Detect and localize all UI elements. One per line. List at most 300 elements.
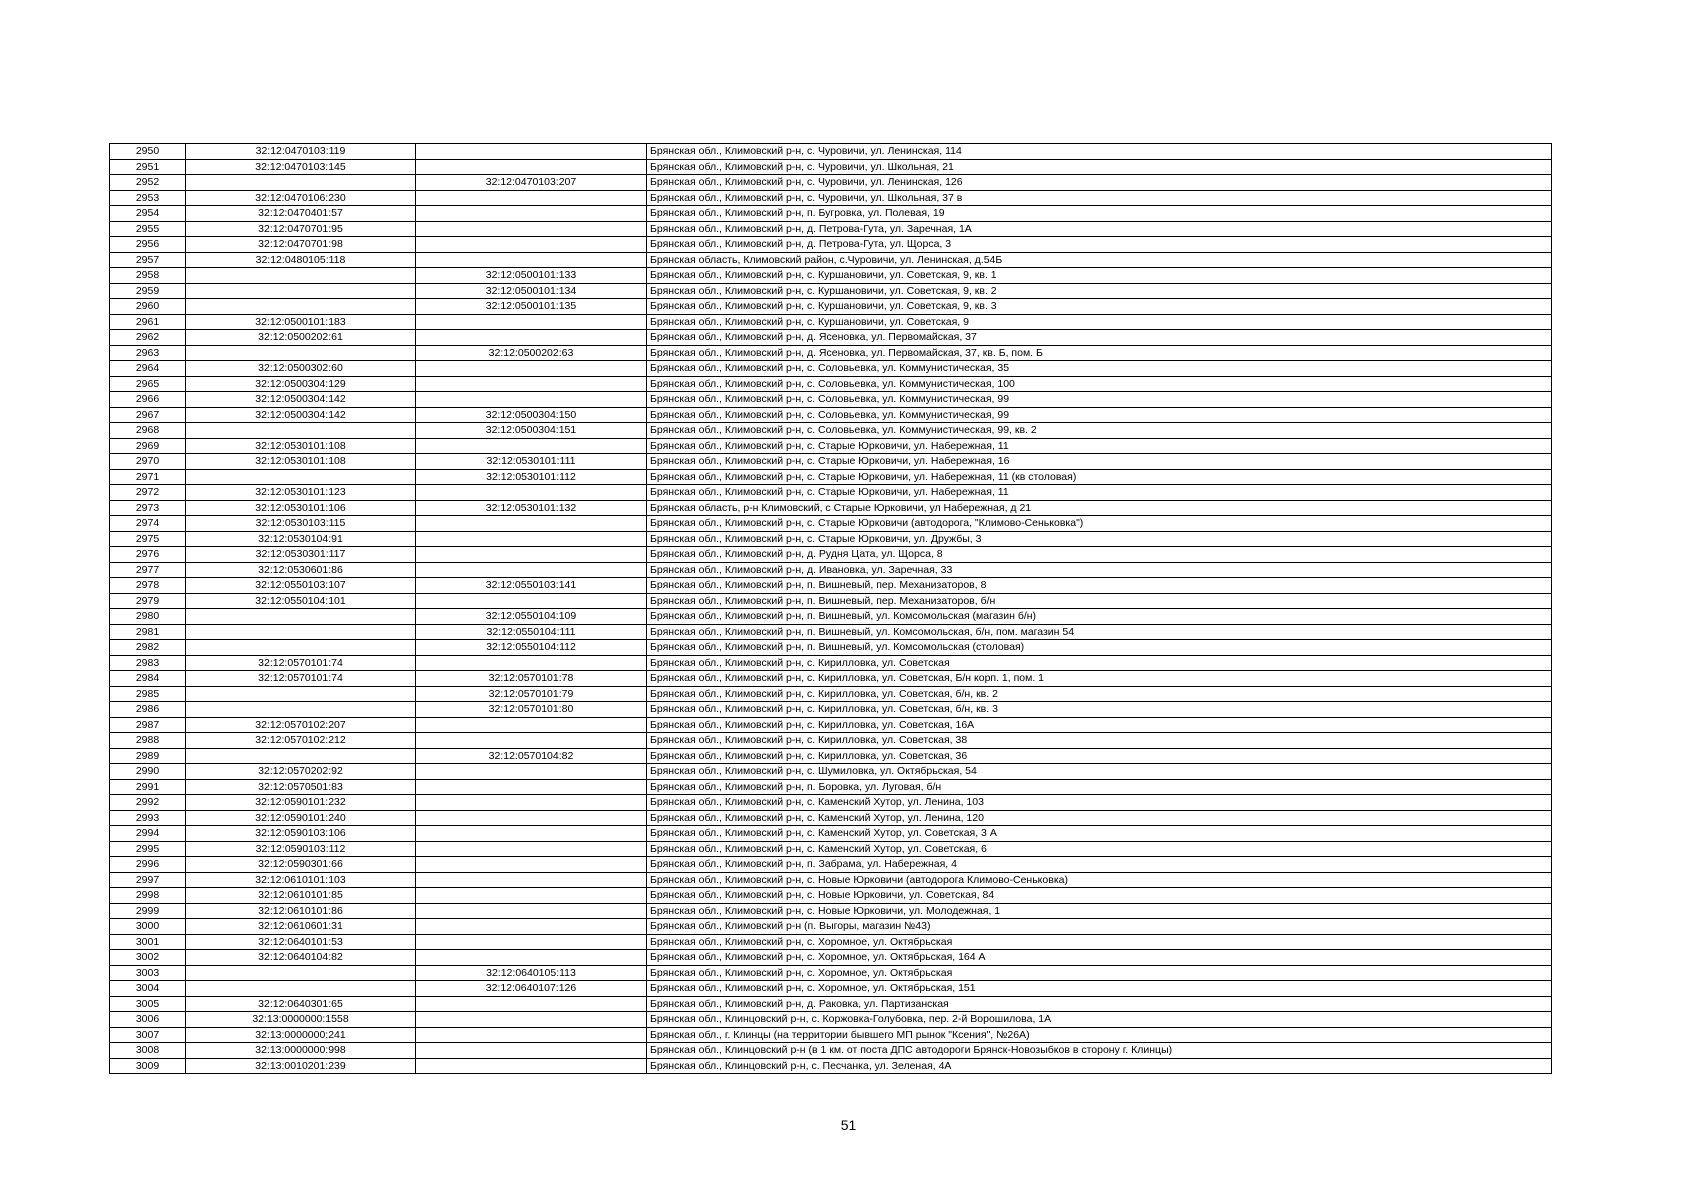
cadastral-number	[186, 981, 416, 997]
address: Брянская обл., Климовский р-н, с. Старые Юрковичи (автодорога, "Климово-Сеньковка")	[647, 516, 1552, 532]
address: Брянская обл., Клинцовский р-н, с. Коржовка-Голубовка, пер. 2-й Ворошилова, 1А	[647, 1012, 1552, 1028]
cadastral-number: 32:12:0500304:142	[186, 407, 416, 423]
cadastral-number-related: 32:12:0550104:112	[416, 640, 647, 656]
table-row	[110, 221, 1552, 237]
address: Брянская обл., Климовский р-н, с. Хоромное, ул. Октябрьская	[647, 934, 1552, 950]
address: Брянская обл., Климовский р-н, с. Кирилловка, ул. Советская, 38	[647, 733, 1552, 749]
address: Брянская обл., Климовский р-н, с. Соловьевка, ул. Коммунистическая, 99	[647, 392, 1552, 408]
table-row	[110, 981, 1552, 997]
table-row	[110, 361, 1552, 377]
table-row	[110, 826, 1552, 842]
table-row	[110, 1027, 1552, 1043]
property-table	[109, 143, 1552, 1074]
address: Брянская обл., Климовский р-н, д. Петрова-Гута, ул. Щорса, 3	[647, 237, 1552, 253]
address: Брянская обл., Климовский р-н, с. Шумиловка, ул. Октябрьская, 54	[647, 764, 1552, 780]
address: Брянская обл., г. Клинцы (на территории бывшего МП рынок "Ксения", №26А)	[647, 1027, 1552, 1043]
row-number: 2997	[110, 872, 186, 888]
row-number: 2975	[110, 531, 186, 547]
row-number: 2988	[110, 733, 186, 749]
table-row	[110, 609, 1552, 625]
cadastral-number: 32:12:0500304:129	[186, 376, 416, 392]
cadastral-number	[186, 686, 416, 702]
table-row	[110, 516, 1552, 532]
table-row	[110, 810, 1552, 826]
cadastral-number-related	[416, 872, 647, 888]
cadastral-number-related	[416, 1027, 647, 1043]
cadastral-number-related	[416, 330, 647, 346]
table-row	[110, 593, 1552, 609]
row-number: 2950	[110, 144, 186, 160]
cadastral-number-related	[416, 655, 647, 671]
cadastral-number: 32:12:0530101:108	[186, 454, 416, 470]
address: Брянская обл., Климовский р-н, с. Каменский Хутор, ул. Ленина, 120	[647, 810, 1552, 826]
cadastral-number-related	[416, 996, 647, 1012]
address: Брянская обл., Климовский р-н, с. Каменский Хутор, ул. Ленина, 103	[647, 795, 1552, 811]
cadastral-number-related	[416, 516, 647, 532]
address: Брянская обл., Климовский р-н, с. Кирилловка, ул. Советская, Б/н корп. 1, пом. 1	[647, 671, 1552, 687]
row-number: 2992	[110, 795, 186, 811]
table-row	[110, 779, 1552, 795]
address: Брянская обл., Климовский р-н, с. Куршановичи, ул. Советская, 9	[647, 314, 1552, 330]
cadastral-number-related	[416, 717, 647, 733]
table-row	[110, 469, 1552, 485]
row-number: 3000	[110, 919, 186, 935]
cadastral-number: 32:12:0610601:31	[186, 919, 416, 935]
row-number: 2958	[110, 268, 186, 284]
cadastral-number-related	[416, 919, 647, 935]
table-row	[110, 485, 1552, 501]
table-row	[110, 144, 1552, 160]
cadastral-number	[186, 609, 416, 625]
row-number: 2990	[110, 764, 186, 780]
table-row	[110, 934, 1552, 950]
address: Брянская обл., Климовский р-н, п. Вишневый, пер. Механизаторов, 8	[647, 578, 1552, 594]
table-row	[110, 996, 1552, 1012]
address: Брянская обл., Климовский р-н, с. Чуровичи, ул. Школьная, 21	[647, 159, 1552, 175]
table-row	[110, 206, 1552, 222]
table-row	[110, 175, 1552, 191]
cadastral-number: 32:12:0570102:212	[186, 733, 416, 749]
cadastral-number-related	[416, 903, 647, 919]
cadastral-number-related	[416, 1043, 647, 1059]
row-number: 2956	[110, 237, 186, 253]
table-row	[110, 655, 1552, 671]
table-row	[110, 330, 1552, 346]
cadastral-number-related	[416, 237, 647, 253]
row-number: 2953	[110, 190, 186, 206]
cadastral-number: 32:12:0470701:98	[186, 237, 416, 253]
row-number: 3001	[110, 934, 186, 950]
address: Брянская обл., Климовский р-н, с. Соловьевка, ул. Коммунистическая, 35	[647, 361, 1552, 377]
cadastral-number: 32:12:0570101:74	[186, 671, 416, 687]
table-row	[110, 314, 1552, 330]
cadastral-number: 32:13:0000000:998	[186, 1043, 416, 1059]
cadastral-number: 32:12:0570101:74	[186, 655, 416, 671]
address: Брянская обл., Климовский р-н, с. Старые Юрковичи, ул. Набережная, 11 (кв столовая)	[647, 469, 1552, 485]
cadastral-number: 32:12:0590101:232	[186, 795, 416, 811]
cadastral-number	[186, 345, 416, 361]
cadastral-number: 32:12:0530101:108	[186, 438, 416, 454]
table-row	[110, 841, 1552, 857]
table-row	[110, 764, 1552, 780]
row-number: 2977	[110, 562, 186, 578]
row-number: 2987	[110, 717, 186, 733]
row-number: 3007	[110, 1027, 186, 1043]
table-row	[110, 237, 1552, 253]
address: Брянская обл., Климовский р-н, с. Каменский Хутор, ул. Советская, 3 А	[647, 826, 1552, 842]
cadastral-number: 32:12:0570501:83	[186, 779, 416, 795]
address: Брянская обл., Климовский р-н, п. Забрама, ул. Набережная, 4	[647, 857, 1552, 873]
cadastral-number	[186, 748, 416, 764]
cadastral-number: 32:12:0640101:53	[186, 934, 416, 950]
cadastral-number: 32:12:0550103:107	[186, 578, 416, 594]
row-number: 2969	[110, 438, 186, 454]
cadastral-number-related	[416, 888, 647, 904]
cadastral-number: 32:12:0530301:117	[186, 547, 416, 563]
table-row	[110, 624, 1552, 640]
address: Брянская обл., Климовский р-н, с. Куршановичи, ул. Советская, 9, кв. 1	[647, 268, 1552, 284]
address: Брянская обл., Климовский р-н, с. Старые Юрковичи, ул. Набережная, 11	[647, 438, 1552, 454]
cadastral-number-related	[416, 252, 647, 268]
cadastral-number-related	[416, 562, 647, 578]
table-row	[110, 299, 1552, 315]
address: Брянская обл., Климовский р-н, п. Боровка, ул. Луговая, б/н	[647, 779, 1552, 795]
cadastral-number-related	[416, 314, 647, 330]
cadastral-number-related: 32:12:0640107:126	[416, 981, 647, 997]
cadastral-number: 32:12:0610101:103	[186, 872, 416, 888]
cadastral-number: 32:12:0610101:85	[186, 888, 416, 904]
address: Брянская обл., Климовский р-н, с. Каменский Хутор, ул. Советская, 6	[647, 841, 1552, 857]
cadastral-number: 32:13:0000000:1558	[186, 1012, 416, 1028]
cadastral-number-related	[416, 934, 647, 950]
table-row	[110, 376, 1552, 392]
row-number: 2976	[110, 547, 186, 563]
cadastral-number-related	[416, 841, 647, 857]
row-number: 2962	[110, 330, 186, 346]
address: Брянская обл., Клинцовский р-н, с. Песчанка, ул. Зеленая, 4А	[647, 1058, 1552, 1074]
cadastral-number	[186, 268, 416, 284]
address: Брянская обл., Климовский р-н, д. Ивановка, ул. Заречная, 33	[647, 562, 1552, 578]
cadastral-number-related	[416, 438, 647, 454]
row-number: 2999	[110, 903, 186, 919]
row-number: 2982	[110, 640, 186, 656]
table-row	[110, 392, 1552, 408]
cadastral-number-related: 32:12:0570101:78	[416, 671, 647, 687]
cadastral-number-related	[416, 221, 647, 237]
table-row	[110, 438, 1552, 454]
table-row	[110, 965, 1552, 981]
row-number: 2954	[110, 206, 186, 222]
row-number: 2963	[110, 345, 186, 361]
row-number: 2967	[110, 407, 186, 423]
cadastral-number: 32:12:0550104:101	[186, 593, 416, 609]
address: Брянская обл., Климовский р-н, с. Соловьевка, ул. Коммунистическая, 99, кв. 2	[647, 423, 1552, 439]
cadastral-number-related	[416, 361, 647, 377]
table-row	[110, 1058, 1552, 1074]
table-body	[110, 144, 1552, 1074]
address: Брянская обл., Климовский р-н, с. Кирилловка, ул. Советская	[647, 655, 1552, 671]
row-number: 2986	[110, 702, 186, 718]
cadastral-number-related: 32:12:0550104:109	[416, 609, 647, 625]
table-row	[110, 268, 1552, 284]
row-number: 3009	[110, 1058, 186, 1074]
table-row	[110, 547, 1552, 563]
cadastral-number-related	[416, 810, 647, 826]
table-row	[110, 1043, 1552, 1059]
row-number: 2964	[110, 361, 186, 377]
address: Брянская обл., Климовский р-н, с. Чуровичи, ул. Ленинская, 126	[647, 175, 1552, 191]
table-row	[110, 919, 1552, 935]
row-number: 2985	[110, 686, 186, 702]
table-row	[110, 857, 1552, 873]
row-number: 2968	[110, 423, 186, 439]
cadastral-number-related	[416, 779, 647, 795]
cadastral-number-related: 32:12:0640105:113	[416, 965, 647, 981]
table-row	[110, 872, 1552, 888]
row-number: 2971	[110, 469, 186, 485]
row-number: 2955	[110, 221, 186, 237]
cadastral-number: 32:12:0610101:86	[186, 903, 416, 919]
table-row	[110, 702, 1552, 718]
row-number: 2974	[110, 516, 186, 532]
cadastral-number: 32:12:0590103:106	[186, 826, 416, 842]
table-row	[110, 190, 1552, 206]
cadastral-number	[186, 299, 416, 315]
cadastral-number-related	[416, 1012, 647, 1028]
row-number: 2966	[110, 392, 186, 408]
cadastral-number-related: 32:12:0500304:151	[416, 423, 647, 439]
cadastral-number: 32:12:0570202:92	[186, 764, 416, 780]
table-row	[110, 562, 1552, 578]
row-number: 2998	[110, 888, 186, 904]
address: Брянская обл., Климовский р-н, п. Бугровка, ул. Полевая, 19	[647, 206, 1552, 222]
address: Брянская обл., Климовский р-н, с. Куршановичи, ул. Советская, 9, кв. 3	[647, 299, 1552, 315]
cadastral-number-related	[416, 376, 647, 392]
table-row	[110, 686, 1552, 702]
table-row	[110, 531, 1552, 547]
cadastral-number-related	[416, 857, 647, 873]
table-row	[110, 407, 1552, 423]
address: Брянская обл., Климовский р-н, с. Старые Юрковичи, ул. Дружбы, 3	[647, 531, 1552, 547]
cadastral-number-related	[416, 159, 647, 175]
cadastral-number: 32:12:0470106:230	[186, 190, 416, 206]
table-row	[110, 950, 1552, 966]
address: Брянская обл., Климовский р-н, с. Куршановичи, ул. Советская, 9, кв. 2	[647, 283, 1552, 299]
cadastral-number: 32:12:0570102:207	[186, 717, 416, 733]
address: Брянская обл., Климовский р-н, с. Хоромное, ул. Октябрьская, 164 А	[647, 950, 1552, 966]
cadastral-number	[186, 965, 416, 981]
cadastral-number	[186, 624, 416, 640]
cadastral-number: 32:12:0480105:118	[186, 252, 416, 268]
row-number: 2961	[110, 314, 186, 330]
cadastral-number-related	[416, 826, 647, 842]
cadastral-number-related: 32:12:0550104:111	[416, 624, 647, 640]
row-number: 2972	[110, 485, 186, 501]
table-row	[110, 500, 1552, 516]
row-number: 3002	[110, 950, 186, 966]
table-row	[110, 733, 1552, 749]
cadastral-number: 32:12:0640301:65	[186, 996, 416, 1012]
cadastral-number: 32:13:0000000:241	[186, 1027, 416, 1043]
table-row	[110, 888, 1552, 904]
address: Брянская обл., Климовский р-н, с. Хоромное, ул. Октябрьская	[647, 965, 1552, 981]
row-number: 3008	[110, 1043, 186, 1059]
cadastral-number: 32:12:0590103:112	[186, 841, 416, 857]
table-row	[110, 1012, 1552, 1028]
address: Брянская обл., Климовский р-н, с. Новые Юрковичи (автодорога Климово-Сеньковка)	[647, 872, 1552, 888]
row-number: 2981	[110, 624, 186, 640]
table-row	[110, 578, 1552, 594]
table-row	[110, 423, 1552, 439]
cadastral-number-related: 32:12:0570101:79	[416, 686, 647, 702]
row-number: 2960	[110, 299, 186, 315]
cadastral-number: 32:12:0470103:119	[186, 144, 416, 160]
address: Брянская обл., Климовский р-н, с. Соловьевка, ул. Коммунистическая, 100	[647, 376, 1552, 392]
address: Брянская обл., Климовский р-н, с. Кирилловка, ул. Советская, 16А	[647, 717, 1552, 733]
cadastral-number: 32:12:0500101:183	[186, 314, 416, 330]
cadastral-number: 32:13:0010201:239	[186, 1058, 416, 1074]
table-row	[110, 903, 1552, 919]
row-number: 2994	[110, 826, 186, 842]
address: Брянская обл., Климовский р-н, с. Старые Юрковичи, ул. Набережная, 16	[647, 454, 1552, 470]
address: Брянская обл., Климовский р-н, с. Новые Юрковичи, ул. Молодежная, 1	[647, 903, 1552, 919]
cadastral-number	[186, 283, 416, 299]
cadastral-number: 32:12:0590301:66	[186, 857, 416, 873]
address: Брянская обл., Климовский р-н (п. Выгоры, магазин №43)	[647, 919, 1552, 935]
row-number: 2978	[110, 578, 186, 594]
row-number: 3003	[110, 965, 186, 981]
cadastral-number-related: 32:12:0530101:132	[416, 500, 647, 516]
cadastral-number-related: 32:12:0530101:112	[416, 469, 647, 485]
address: Брянская обл., Климовский р-н, д. Раковка, ул. Партизанская	[647, 996, 1552, 1012]
table-row	[110, 454, 1552, 470]
cadastral-number	[186, 640, 416, 656]
table-row	[110, 640, 1552, 656]
cadastral-number-related: 32:12:0500101:133	[416, 268, 647, 284]
page-number: 51	[840, 1117, 857, 1133]
cadastral-number: 32:12:0530103:115	[186, 516, 416, 532]
row-number: 3005	[110, 996, 186, 1012]
cadastral-number-related: 32:12:0570104:82	[416, 748, 647, 764]
cadastral-number-related	[416, 547, 647, 563]
table-row	[110, 283, 1552, 299]
address: Брянская обл., Климовский р-н, д. Петрова-Гута, ул. Заречная, 1А	[647, 221, 1552, 237]
address: Брянская обл., Климовский р-н, с. Кирилловка, ул. Советская, б/н, кв. 3	[647, 702, 1552, 718]
table-row	[110, 795, 1552, 811]
address: Брянская обл., Климовский р-н, д. Ясеновка, ул. Первомайская, 37, кв. Б, пом. Б	[647, 345, 1552, 361]
table-row	[110, 748, 1552, 764]
row-number: 2980	[110, 609, 186, 625]
cadastral-number-related: 32:12:0500304:150	[416, 407, 647, 423]
cadastral-number: 32:12:0530104:91	[186, 531, 416, 547]
cadastral-number-related	[416, 795, 647, 811]
cadastral-number: 32:12:0470401:57	[186, 206, 416, 222]
address: Брянская обл., Климовский р-н, с. Старые Юрковичи, ул. Набережная, 11	[647, 485, 1552, 501]
address: Брянская обл., Климовский р-н, п. Вишневый, ул. Комсомольская (магазин б/н)	[647, 609, 1552, 625]
row-number: 3006	[110, 1012, 186, 1028]
table-row	[110, 345, 1552, 361]
row-number: 2970	[110, 454, 186, 470]
row-number: 2951	[110, 159, 186, 175]
row-number: 2983	[110, 655, 186, 671]
cadastral-number-related	[416, 392, 647, 408]
cadastral-number	[186, 702, 416, 718]
cadastral-number: 32:12:0640104:82	[186, 950, 416, 966]
cadastral-number-related: 32:12:0500202:63	[416, 345, 647, 361]
cadastral-number-related	[416, 1058, 647, 1074]
cadastral-number-related: 32:12:0470103:207	[416, 175, 647, 191]
row-number: 2952	[110, 175, 186, 191]
cadastral-number: 32:12:0500202:61	[186, 330, 416, 346]
address: Брянская обл., Климовский р-н, с. Хоромное, ул. Октябрьская, 151	[647, 981, 1552, 997]
cadastral-number-related: 32:12:0530101:111	[416, 454, 647, 470]
table-row	[110, 717, 1552, 733]
cadastral-number-related	[416, 144, 647, 160]
row-number: 2996	[110, 857, 186, 873]
address: Брянская обл., Климовский р-н, с. Кирилловка, ул. Советская, б/н, кв. 2	[647, 686, 1552, 702]
cadastral-number: 32:12:0530601:86	[186, 562, 416, 578]
cadastral-number-related	[416, 950, 647, 966]
cadastral-number	[186, 175, 416, 191]
row-number: 2991	[110, 779, 186, 795]
address: Брянская обл., Климовский р-н, д. Рудня Цата, ул. Щорса, 8	[647, 547, 1552, 563]
cadastral-number-related	[416, 531, 647, 547]
row-number: 2979	[110, 593, 186, 609]
address: Брянская обл., Климовский р-н, с. Новые Юрковичи, ул. Советская, 84	[647, 888, 1552, 904]
address: Брянская обл., Климовский р-н, с. Кирилловка, ул. Советская, 36	[647, 748, 1552, 764]
cadastral-number	[186, 423, 416, 439]
table-row	[110, 671, 1552, 687]
row-number: 2989	[110, 748, 186, 764]
row-number: 2957	[110, 252, 186, 268]
address: Брянская обл., Климовский р-н, с. Чуровичи, ул. Ленинская, 114	[647, 144, 1552, 160]
cadastral-number-related	[416, 764, 647, 780]
address: Брянская обл., Климовский р-н, п. Вишневый, ул. Комсомольская, б/н, пом. магазин 54	[647, 624, 1552, 640]
table-row	[110, 159, 1552, 175]
cadastral-number: 32:12:0470103:145	[186, 159, 416, 175]
cadastral-number: 32:12:0470701:95	[186, 221, 416, 237]
cadastral-number: 32:12:0590101:240	[186, 810, 416, 826]
cadastral-number	[186, 469, 416, 485]
cadastral-number-related: 32:12:0500101:135	[416, 299, 647, 315]
cadastral-number-related	[416, 206, 647, 222]
cadastral-number-related	[416, 190, 647, 206]
cadastral-number: 32:12:0500304:142	[186, 392, 416, 408]
address: Брянская обл., Климовский р-н, с. Соловьевка, ул. Коммунистическая, 99	[647, 407, 1552, 423]
cadastral-number-related: 32:12:0570101:80	[416, 702, 647, 718]
row-number: 3004	[110, 981, 186, 997]
row-number: 2973	[110, 500, 186, 516]
address: Брянская область, Климовский район, с.Чуровичи, ул. Ленинская, д.54Б	[647, 252, 1552, 268]
address: Брянская область, р-н Климовский, с Старые Юрковичи, ул Набережная, д 21	[647, 500, 1552, 516]
cadastral-number-related: 32:12:0500101:134	[416, 283, 647, 299]
cadastral-number-related	[416, 593, 647, 609]
cadastral-number-related	[416, 485, 647, 501]
row-number: 2959	[110, 283, 186, 299]
table-row	[110, 252, 1552, 268]
address: Брянская обл., Клинцовский р-н (в 1 км. от поста ДПС автодороги Брянск-Новозыбков в сторону г. Клинцы)	[647, 1043, 1552, 1059]
row-number: 2995	[110, 841, 186, 857]
address: Брянская обл., Климовский р-н, с. Чуровичи, ул. Школьная, 37 в	[647, 190, 1552, 206]
row-number: 2984	[110, 671, 186, 687]
cadastral-number: 32:12:0530101:106	[186, 500, 416, 516]
address: Брянская обл., Климовский р-н, п. Вишневый, пер. Механизаторов, б/н	[647, 593, 1552, 609]
cadastral-number-related	[416, 733, 647, 749]
cadastral-number-related: 32:12:0550103:141	[416, 578, 647, 594]
cadastral-number: 32:12:0500302:60	[186, 361, 416, 377]
row-number: 2965	[110, 376, 186, 392]
address: Брянская обл., Климовский р-н, п. Вишневый, ул. Комсомольская (столовая)	[647, 640, 1552, 656]
